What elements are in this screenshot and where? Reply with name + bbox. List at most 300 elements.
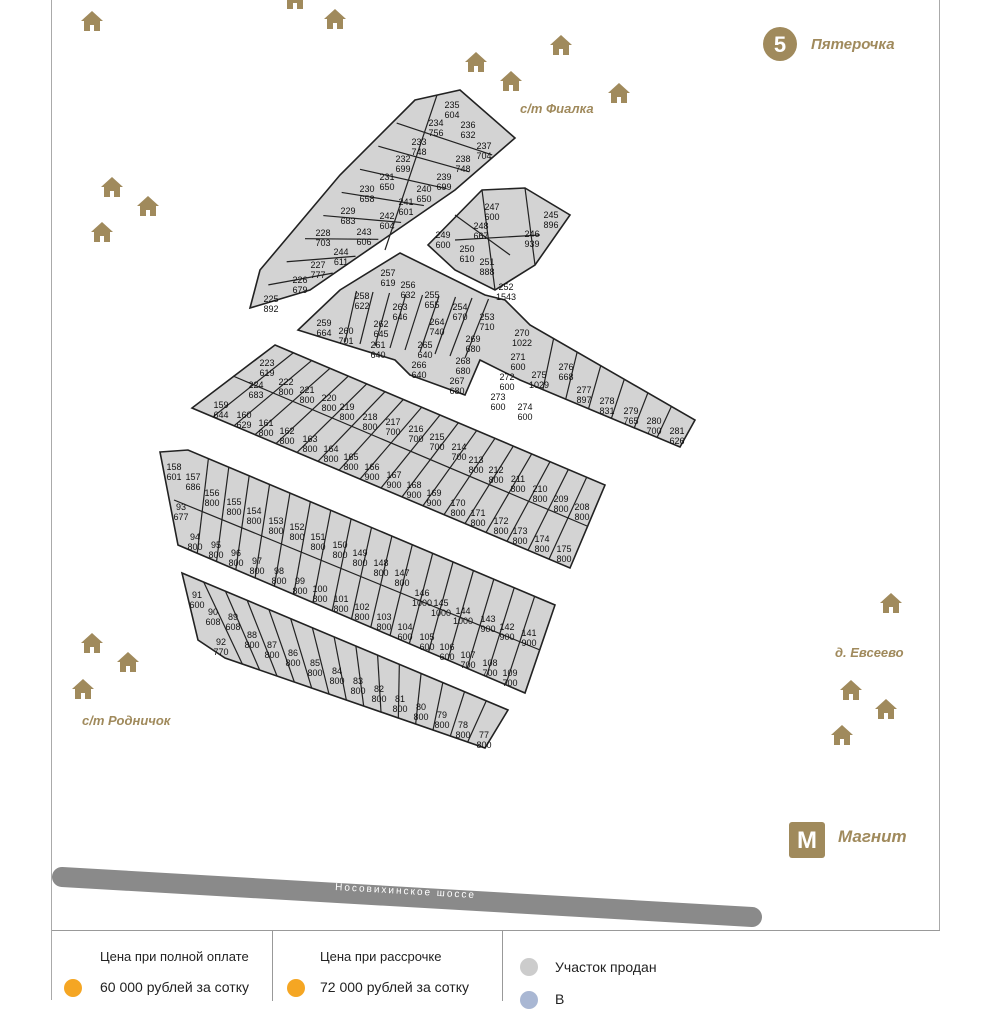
plot-157[interactable] — [185, 472, 200, 492]
plot-142[interactable] — [499, 622, 514, 642]
plot-number: 88 — [246, 630, 258, 640]
plot-148[interactable] — [373, 558, 388, 578]
plot-area: 800 — [329, 676, 345, 686]
plot-number: 230 — [359, 184, 375, 194]
plot-area: 748 — [455, 164, 471, 174]
plot-area: 800 — [249, 566, 265, 576]
plot-area: 619 — [259, 368, 275, 378]
plot-area: 600 — [510, 362, 526, 372]
plot-174[interactable] — [534, 534, 549, 554]
plot-number: 226 — [292, 275, 308, 285]
plot-area: 800 — [244, 640, 260, 650]
plot-area: 608 — [225, 622, 241, 632]
plot-244[interactable] — [333, 247, 348, 267]
place-pyaterochka: Пятерочка — [811, 36, 895, 53]
plot-number: 89 — [227, 612, 239, 622]
plot-number: 266 — [411, 360, 427, 370]
plot-number: 161 — [258, 418, 274, 428]
plot-251[interactable] — [479, 257, 494, 277]
place-magnit: Магнит — [838, 827, 907, 846]
plot-number: 107 — [460, 650, 476, 660]
plot-area: 900 — [364, 472, 380, 482]
plot-area: 644 — [213, 410, 229, 420]
plot-278[interactable] — [599, 396, 614, 416]
legend — [52, 930, 940, 1007]
plot-270[interactable] — [512, 328, 532, 348]
plot-area: 680 — [465, 344, 481, 354]
plot-area: 667 — [473, 231, 489, 241]
plot-area: 604 — [379, 221, 395, 231]
plot-239[interactable] — [436, 172, 451, 192]
plot-number: 271 — [510, 352, 526, 362]
plot-227[interactable] — [310, 260, 325, 280]
plot-155[interactable] — [226, 497, 241, 517]
plot-area: 1000 — [430, 608, 452, 618]
plot-area: 800 — [450, 508, 466, 518]
plot-number: 242 — [379, 211, 395, 221]
plot-231[interactable] — [379, 172, 394, 192]
plot-219[interactable] — [339, 402, 354, 422]
plot-area: 900 — [499, 632, 515, 642]
plot-103[interactable] — [376, 612, 391, 632]
plot-area: 800 — [470, 518, 486, 528]
plot-area: 800 — [332, 550, 348, 560]
plot-area: 700 — [385, 427, 401, 437]
plot-number: 82 — [373, 684, 385, 694]
plot-167[interactable] — [386, 470, 401, 490]
place-evseevo: д. Евсеево — [835, 645, 904, 660]
plot-number: 210 — [532, 484, 548, 494]
plot-area: 1000 — [411, 598, 433, 608]
plot-area: 900 — [386, 480, 402, 490]
plot-248[interactable] — [473, 221, 488, 241]
plot-277[interactable] — [576, 385, 591, 405]
plot-area: 683 — [248, 390, 264, 400]
plot-area: 650 — [416, 194, 432, 204]
plot-area: 604 — [444, 110, 460, 120]
plot-258[interactable] — [354, 291, 369, 311]
plot-273[interactable] — [490, 392, 505, 412]
plot-area: 700 — [502, 678, 518, 688]
plot-area: 897 — [576, 395, 592, 405]
plot-area: 610 — [459, 254, 475, 264]
plot-area: 600 — [499, 382, 515, 392]
plot-area: 646 — [392, 312, 408, 322]
plot-number: 249 — [435, 230, 451, 240]
plot-150[interactable] — [332, 540, 347, 560]
plot-235[interactable] — [444, 100, 459, 120]
plot-area: 800 — [468, 465, 484, 475]
plot-212[interactable] — [488, 465, 503, 485]
plot-number: 220 — [321, 393, 337, 403]
plot-106[interactable] — [439, 642, 454, 662]
plot-area: 600 — [189, 600, 205, 610]
plot-208[interactable] — [574, 502, 589, 522]
plot-area: 664 — [316, 328, 332, 338]
plot-158[interactable] — [166, 462, 181, 482]
plot-260[interactable] — [338, 326, 353, 346]
plot-173[interactable] — [512, 526, 527, 546]
plot-109[interactable] — [502, 668, 517, 688]
plot-216[interactable] — [408, 424, 423, 444]
plot-232[interactable] — [395, 154, 410, 174]
plot-145[interactable] — [431, 598, 451, 618]
plot-221[interactable] — [299, 385, 314, 405]
plot-area: 700 — [408, 434, 424, 444]
plot-area: 600 — [484, 212, 500, 222]
plot-number: 86 — [287, 648, 299, 658]
plot-number: 223 — [259, 358, 275, 368]
plot-218[interactable] — [362, 412, 377, 432]
plot-area: 629 — [236, 420, 252, 430]
plot-number: 92 — [215, 637, 227, 647]
plot-149[interactable] — [352, 548, 367, 568]
plot-number: 96 — [230, 548, 242, 558]
plot-141[interactable] — [521, 628, 536, 648]
plot-151[interactable] — [310, 532, 325, 552]
plot-area: 800 — [258, 428, 274, 438]
plot-249[interactable] — [435, 230, 450, 250]
house-icon — [137, 196, 159, 216]
plot-164[interactable] — [323, 444, 338, 464]
plot-number: 217 — [385, 417, 401, 427]
plot-number: 145 — [433, 598, 449, 608]
plot-274[interactable] — [517, 402, 532, 422]
plot-261[interactable] — [370, 340, 385, 360]
plot-number: 79 — [436, 710, 448, 720]
plot-215[interactable] — [429, 432, 444, 452]
plot-147[interactable] — [394, 568, 409, 588]
plot-240[interactable] — [416, 184, 431, 204]
plot-160[interactable] — [236, 410, 251, 430]
plot-number: 155 — [226, 497, 242, 507]
plot-number: 236 — [460, 120, 476, 130]
plot-234[interactable] — [428, 118, 443, 138]
plot-268[interactable] — [455, 356, 470, 376]
plot-number: 265 — [417, 340, 433, 350]
house-icon — [875, 699, 897, 719]
plot-number: 97 — [251, 556, 263, 566]
plot-number: 255 — [424, 290, 440, 300]
plot-area: 601 — [398, 207, 414, 217]
plot-area: 800 — [333, 604, 349, 614]
plot-area: 600 — [439, 652, 455, 662]
plot-area: 800 — [278, 387, 294, 397]
plot-number: 248 — [473, 221, 489, 231]
plot-number: 222 — [278, 377, 294, 387]
plot-171[interactable] — [470, 508, 485, 528]
plot-area: 896 — [543, 220, 559, 230]
sold-dot-icon — [520, 958, 538, 976]
plot-number: 279 — [623, 406, 639, 416]
plot-area: 900 — [426, 498, 442, 508]
place-rodnichok: с/т Родничок — [82, 713, 171, 728]
plot-279[interactable] — [623, 406, 638, 426]
plot-number: 171 — [470, 508, 486, 518]
plot-146[interactable] — [412, 588, 432, 608]
plot-209[interactable] — [553, 494, 568, 514]
plot-259[interactable] — [316, 318, 331, 338]
plot-236[interactable] — [460, 120, 475, 140]
plot-area: 704 — [476, 151, 492, 161]
plot-number: 262 — [373, 319, 389, 329]
plot-area: 645 — [373, 329, 389, 339]
plot-number: 91 — [191, 590, 203, 600]
plot-number: 141 — [521, 628, 537, 638]
plot-number: 263 — [392, 302, 408, 312]
plot-number: 270 — [514, 328, 530, 338]
plot-number: 239 — [436, 172, 452, 182]
plot-number: 264 — [429, 317, 445, 327]
plot-number: 274 — [517, 402, 533, 412]
plot-number: 170 — [450, 498, 466, 508]
plot-213[interactable] — [468, 455, 483, 475]
plot-number: 228 — [315, 228, 331, 238]
plot-230[interactable] — [359, 184, 374, 204]
plot-number: 276 — [558, 362, 574, 372]
plot-number: 209 — [553, 494, 569, 504]
plot-area: 700 — [646, 426, 662, 436]
plot-168[interactable] — [406, 480, 421, 500]
plot-255[interactable] — [424, 290, 439, 310]
plot-number: 212 — [488, 465, 504, 475]
plot-number: 106 — [439, 642, 455, 652]
plot-number: 163 — [302, 434, 318, 444]
plot-217[interactable] — [385, 417, 400, 437]
plot-156[interactable] — [204, 488, 219, 508]
plot-266[interactable] — [411, 360, 426, 380]
plot-number: 143 — [480, 614, 496, 624]
plot-256[interactable] — [400, 280, 415, 300]
plot-238[interactable] — [455, 154, 470, 174]
plot-number: 233 — [411, 137, 427, 147]
plot-269[interactable] — [465, 334, 480, 354]
plot-number: 157 — [185, 472, 201, 482]
plot-area: 600 — [435, 240, 451, 250]
plot-area: 939 — [524, 239, 540, 249]
plot-area: 800 — [285, 658, 301, 668]
plot-number: 235 — [444, 100, 460, 110]
plot-number: 238 — [455, 154, 471, 164]
plot-172[interactable] — [493, 516, 508, 536]
plot-220[interactable] — [321, 393, 336, 413]
plot-265[interactable] — [417, 340, 432, 360]
plot-262[interactable] — [373, 319, 388, 339]
plot-257[interactable] — [380, 268, 395, 288]
plot-228[interactable] — [315, 228, 330, 248]
plot-number: 164 — [323, 444, 339, 454]
plot-area: 800 — [553, 504, 569, 514]
plot-area: 679 — [292, 285, 308, 295]
plot-number: 87 — [266, 640, 278, 650]
plot-101[interactable] — [333, 594, 348, 614]
plot-169[interactable] — [426, 488, 441, 508]
house-icon — [840, 680, 862, 700]
plot-area: 800 — [226, 507, 242, 517]
plot-144[interactable] — [453, 606, 473, 626]
plot-267[interactable] — [449, 376, 464, 396]
plot-number: 84 — [331, 666, 343, 676]
plot-175[interactable] — [556, 544, 571, 564]
plot-275[interactable] — [529, 370, 549, 390]
plot-number: 234 — [428, 118, 444, 128]
plot-102[interactable] — [354, 602, 369, 622]
plot-number: 216 — [408, 424, 424, 434]
plot-229[interactable] — [340, 206, 355, 226]
plot-166[interactable] — [364, 462, 379, 482]
plot-area: 800 — [488, 475, 504, 485]
plot-214[interactable] — [451, 442, 466, 462]
plot-number: 240 — [416, 184, 432, 194]
plot-237[interactable] — [476, 141, 491, 161]
plot-264[interactable] — [429, 317, 444, 337]
plot-253[interactable] — [479, 312, 494, 332]
plot-number: 267 — [449, 376, 465, 386]
pyaterochka-logo-icon — [763, 27, 797, 61]
plot-245[interactable] — [543, 210, 558, 230]
plot-104[interactable] — [397, 622, 412, 642]
plot-number: 229 — [340, 206, 356, 216]
plot-area: 800 — [376, 622, 392, 632]
plot-159[interactable] — [213, 400, 228, 420]
plot-242[interactable] — [379, 211, 394, 231]
plot-area: 800 — [292, 586, 308, 596]
plot-271[interactable] — [510, 352, 525, 372]
plot-number: 237 — [476, 141, 492, 151]
plot-254[interactable] — [452, 302, 467, 322]
plot-number: 105 — [419, 632, 435, 642]
plot-226[interactable] — [292, 275, 307, 295]
plot-area: 888 — [479, 267, 495, 277]
plot-number: 173 — [512, 526, 528, 536]
plot-170[interactable] — [450, 498, 465, 518]
plot-area: 892 — [263, 304, 279, 314]
house-icon — [500, 71, 522, 91]
plot-225[interactable] — [263, 294, 278, 314]
plot-area: 632 — [400, 290, 416, 300]
plot-number: 254 — [452, 302, 468, 312]
plot-105[interactable] — [419, 632, 434, 652]
reserved-dot-icon — [520, 991, 538, 1009]
plot-area: 800 — [493, 526, 509, 536]
plot-area: 600 — [397, 632, 413, 642]
plot-area: 800 — [476, 740, 492, 750]
plot-number: 269 — [465, 334, 481, 344]
plot-276[interactable] — [558, 362, 573, 382]
plot-area: 710 — [479, 322, 495, 332]
plot-272[interactable] — [499, 372, 514, 392]
plot-area: 800 — [534, 544, 550, 554]
plot-161[interactable] — [258, 418, 273, 438]
plot-area: 700 — [451, 452, 467, 462]
svg-text:5: 5 — [773, 32, 787, 57]
plot-210[interactable] — [532, 484, 547, 504]
plot-number: 103 — [376, 612, 392, 622]
plot-243[interactable] — [356, 227, 371, 247]
plot-area: 800 — [362, 422, 378, 432]
plot-number: 245 — [543, 210, 559, 220]
plot-number: 225 — [263, 294, 279, 304]
plot-area: 800 — [271, 576, 287, 586]
plot-area: 1029 — [528, 380, 550, 390]
plot-281[interactable] — [669, 426, 684, 446]
plot-area: 800 — [323, 454, 339, 464]
plot-162[interactable] — [279, 426, 294, 446]
highway-label: Носовихинское шоссе — [334, 882, 477, 902]
plot-223[interactable] — [259, 358, 274, 378]
plot-241[interactable] — [398, 197, 413, 217]
plot-222[interactable] — [278, 377, 293, 397]
plot-252[interactable] — [496, 282, 516, 302]
plot-number: 85 — [309, 658, 321, 668]
plot-number: 153 — [268, 516, 284, 526]
plot-143[interactable] — [480, 614, 495, 634]
plot-number: 246 — [524, 229, 540, 239]
plot-area: 800 — [371, 694, 387, 704]
plot-area: 800 — [321, 403, 337, 413]
plot-number: 149 — [352, 548, 368, 558]
house-icon — [550, 35, 572, 55]
plot-163[interactable] — [302, 434, 317, 454]
plot-area: 611 — [333, 257, 349, 267]
plot-number: 142 — [499, 622, 515, 632]
plot-263[interactable] — [392, 302, 407, 322]
plot-233[interactable] — [411, 137, 426, 157]
plot-area: 765 — [623, 416, 639, 426]
legend-installment-title: Цена при рассрочке — [320, 949, 442, 964]
plot-154[interactable] — [246, 506, 261, 526]
plot-area: 770 — [213, 647, 229, 657]
plot-number: 154 — [246, 506, 262, 516]
plot-area: 601 — [166, 472, 182, 482]
plot-280[interactable] — [646, 416, 661, 436]
plot-area: 800 — [512, 536, 528, 546]
plot-number: 272 — [499, 372, 515, 382]
plot-152[interactable] — [289, 522, 304, 542]
place-fialka: с/т Фиалка — [520, 101, 594, 116]
house-icon — [72, 679, 94, 699]
plot-area: 640 — [411, 370, 427, 380]
plot-number: 250 — [459, 244, 475, 254]
plot-107[interactable] — [460, 650, 475, 670]
plot-224[interactable] — [248, 380, 263, 400]
plot-area: 800 — [279, 436, 295, 446]
plot-area: 699 — [395, 164, 411, 174]
plot-211[interactable] — [510, 474, 525, 494]
plot-100[interactable] — [312, 584, 327, 604]
plot-number: 219 — [339, 402, 355, 412]
plot-250[interactable] — [459, 244, 474, 264]
available-dot-icon — [64, 979, 82, 997]
svg-text:M: M — [797, 827, 817, 854]
plot-number: 78 — [457, 720, 469, 730]
plot-area: 700 — [460, 660, 476, 670]
plot-165[interactable] — [343, 452, 358, 472]
plot-number: 151 — [310, 532, 326, 542]
plot-number: 94 — [189, 532, 201, 542]
plot-area: 640 — [370, 350, 386, 360]
plot-246[interactable] — [524, 229, 539, 249]
plot-153[interactable] — [268, 516, 283, 536]
plot-number: 150 — [332, 540, 348, 550]
plot-number: 81 — [394, 694, 406, 704]
plot-247[interactable] — [484, 202, 499, 222]
plot-area: 650 — [379, 182, 395, 192]
plot-area: 626 — [669, 436, 685, 446]
plot-108[interactable] — [482, 658, 497, 678]
plot-number: 280 — [646, 416, 662, 426]
plot-number: 275 — [531, 370, 547, 380]
